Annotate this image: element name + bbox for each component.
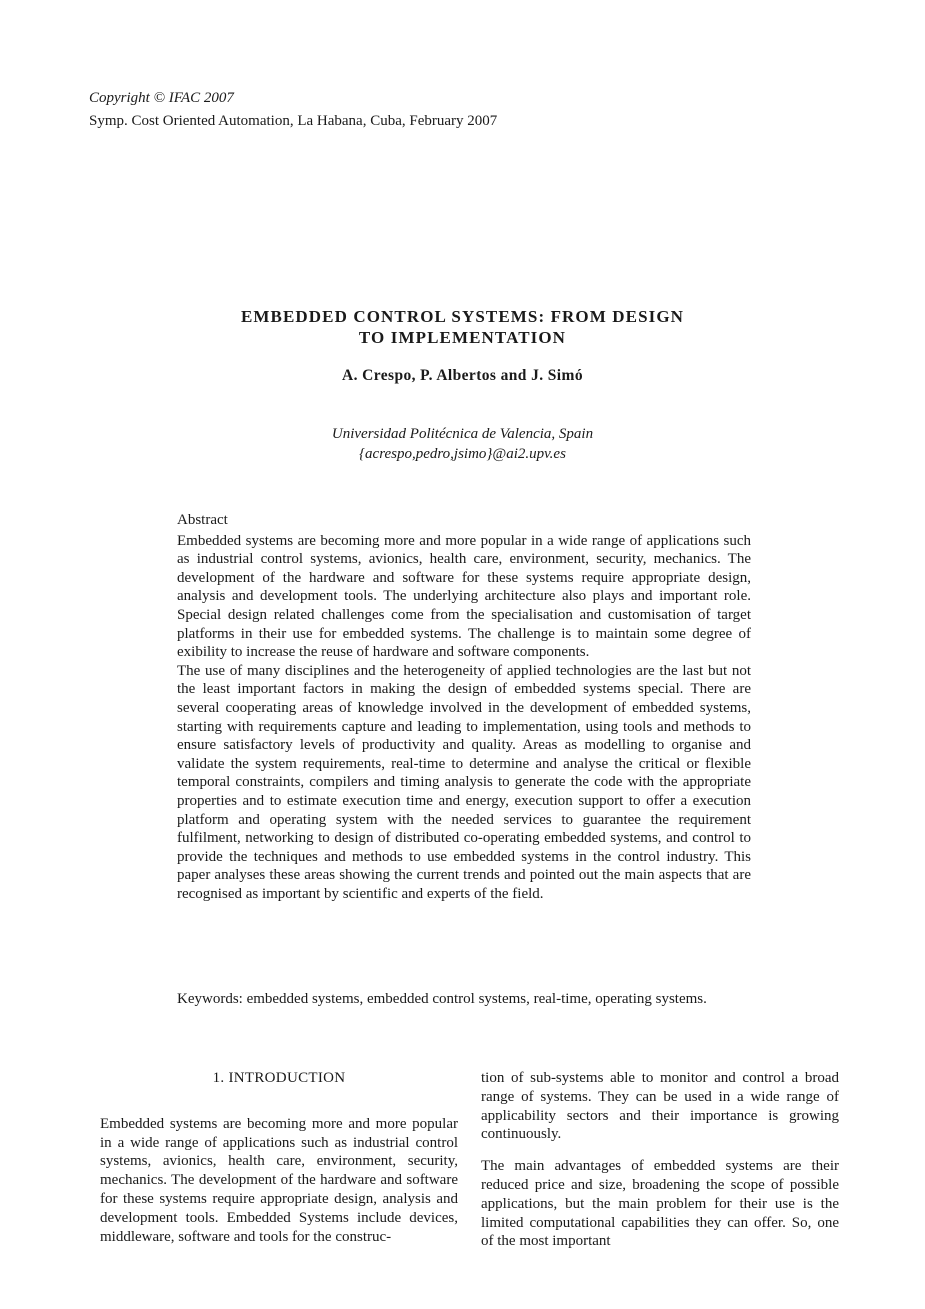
intro-right-paragraph-1: tion of sub-systems able to monitor and control a broad range of systems. They can be used in a wide range of applicability sectors and their importance is growing continuously. xyxy=(481,1070,839,1143)
intro-right-paragraph-2: The main advantages of embedded systems are their reduced price and size, broadening the scope of possible applications, but the main problem for their use is the limited computational capabilities they can offer. So, one of the most important xyxy=(481,1158,839,1250)
keywords-line: Keywords: embedded systems, embedded control systems, real-time, operating systems. xyxy=(177,991,707,1007)
abstract-paragraph-1: Embedded systems are becoming more and more popular in a wide range of applications such as industrial control systems, avionics, health care, environment, security, mechanics. The development of the hardware and software for these systems require appropriate design, analysis and development tools. The underlying architecture also plays and important role. Special design related challenges come from the specialisation and customisation of target platforms in their use for embedded systems. The challenge is to maintain some degree of exibility to increase the reuse of hardware and software components. xyxy=(177,532,751,661)
affiliation-block xyxy=(0,424,925,464)
paper-title xyxy=(0,306,925,348)
abstract-paragraph-2: The use of many disciplines and the heterogeneity of applied technologies are the last but not the least important factors in making the design of embedded systems special. There are several cooperating areas of knowledge involved in the development of embedded systems, starting with requirements capture and leading to implementation, using tools and methods to ensure satisfactory levels of productivity and quality. Areas as modelling to organise and validate the system requirements, real-time to determine and analyse the critical or flexible temporal constraints, compilers and timing analysis to generate the code with the appropriate properties and to estimate execution time and energy, execution support to offer a execution platform and operating system with the needed services to guarantee the requirement fulfilment, networking to design of distributed co-operating embedded systems, and control to provide the techniques and methods to use embedded systems in the control industry. This paper analyses these areas showing the current trends and pointed out the main aspects that are recognised as important by scientific and experts of the field. xyxy=(177,662,751,902)
paper-title-line-2: TO IMPLEMENTATION xyxy=(358,328,567,347)
affiliation-email: {acrespo,pedro,jsimo}@ai2.upv.es xyxy=(359,446,566,462)
intro-right-column xyxy=(481,1069,839,1251)
copyright-notice: Copyright © IFAC 2007 xyxy=(89,90,234,106)
authors: A. Crespo, P. Albertos and J. Simó xyxy=(342,367,583,384)
conference-line: Symp. Cost Oriented Automation, La Habana, Cuba, February 2007 xyxy=(89,113,498,129)
affiliation-institution: Universidad Politécnica de Valencia, Spain xyxy=(331,426,594,442)
intro-left-paragraph: Embedded systems are becoming more and more popular in a wide range of applications such as industrial control systems, avionics, health care, environment, security, mechanics. The development of the hardware and software for these systems require appropriate design, analysis and development tools. Embedded Systems include devices, middleware, software and tools for the construc- xyxy=(100,1115,458,1245)
section-heading-introduction: 1. INTRODUCTION xyxy=(212,1070,346,1086)
abstract-section xyxy=(177,511,751,903)
abstract-label: Abstract xyxy=(177,512,228,528)
page-header xyxy=(89,87,497,133)
paper-title-line-1: EMBEDDED CONTROL SYSTEMS: FROM DESIGN xyxy=(240,307,685,326)
intro-left-column xyxy=(100,1069,458,1246)
